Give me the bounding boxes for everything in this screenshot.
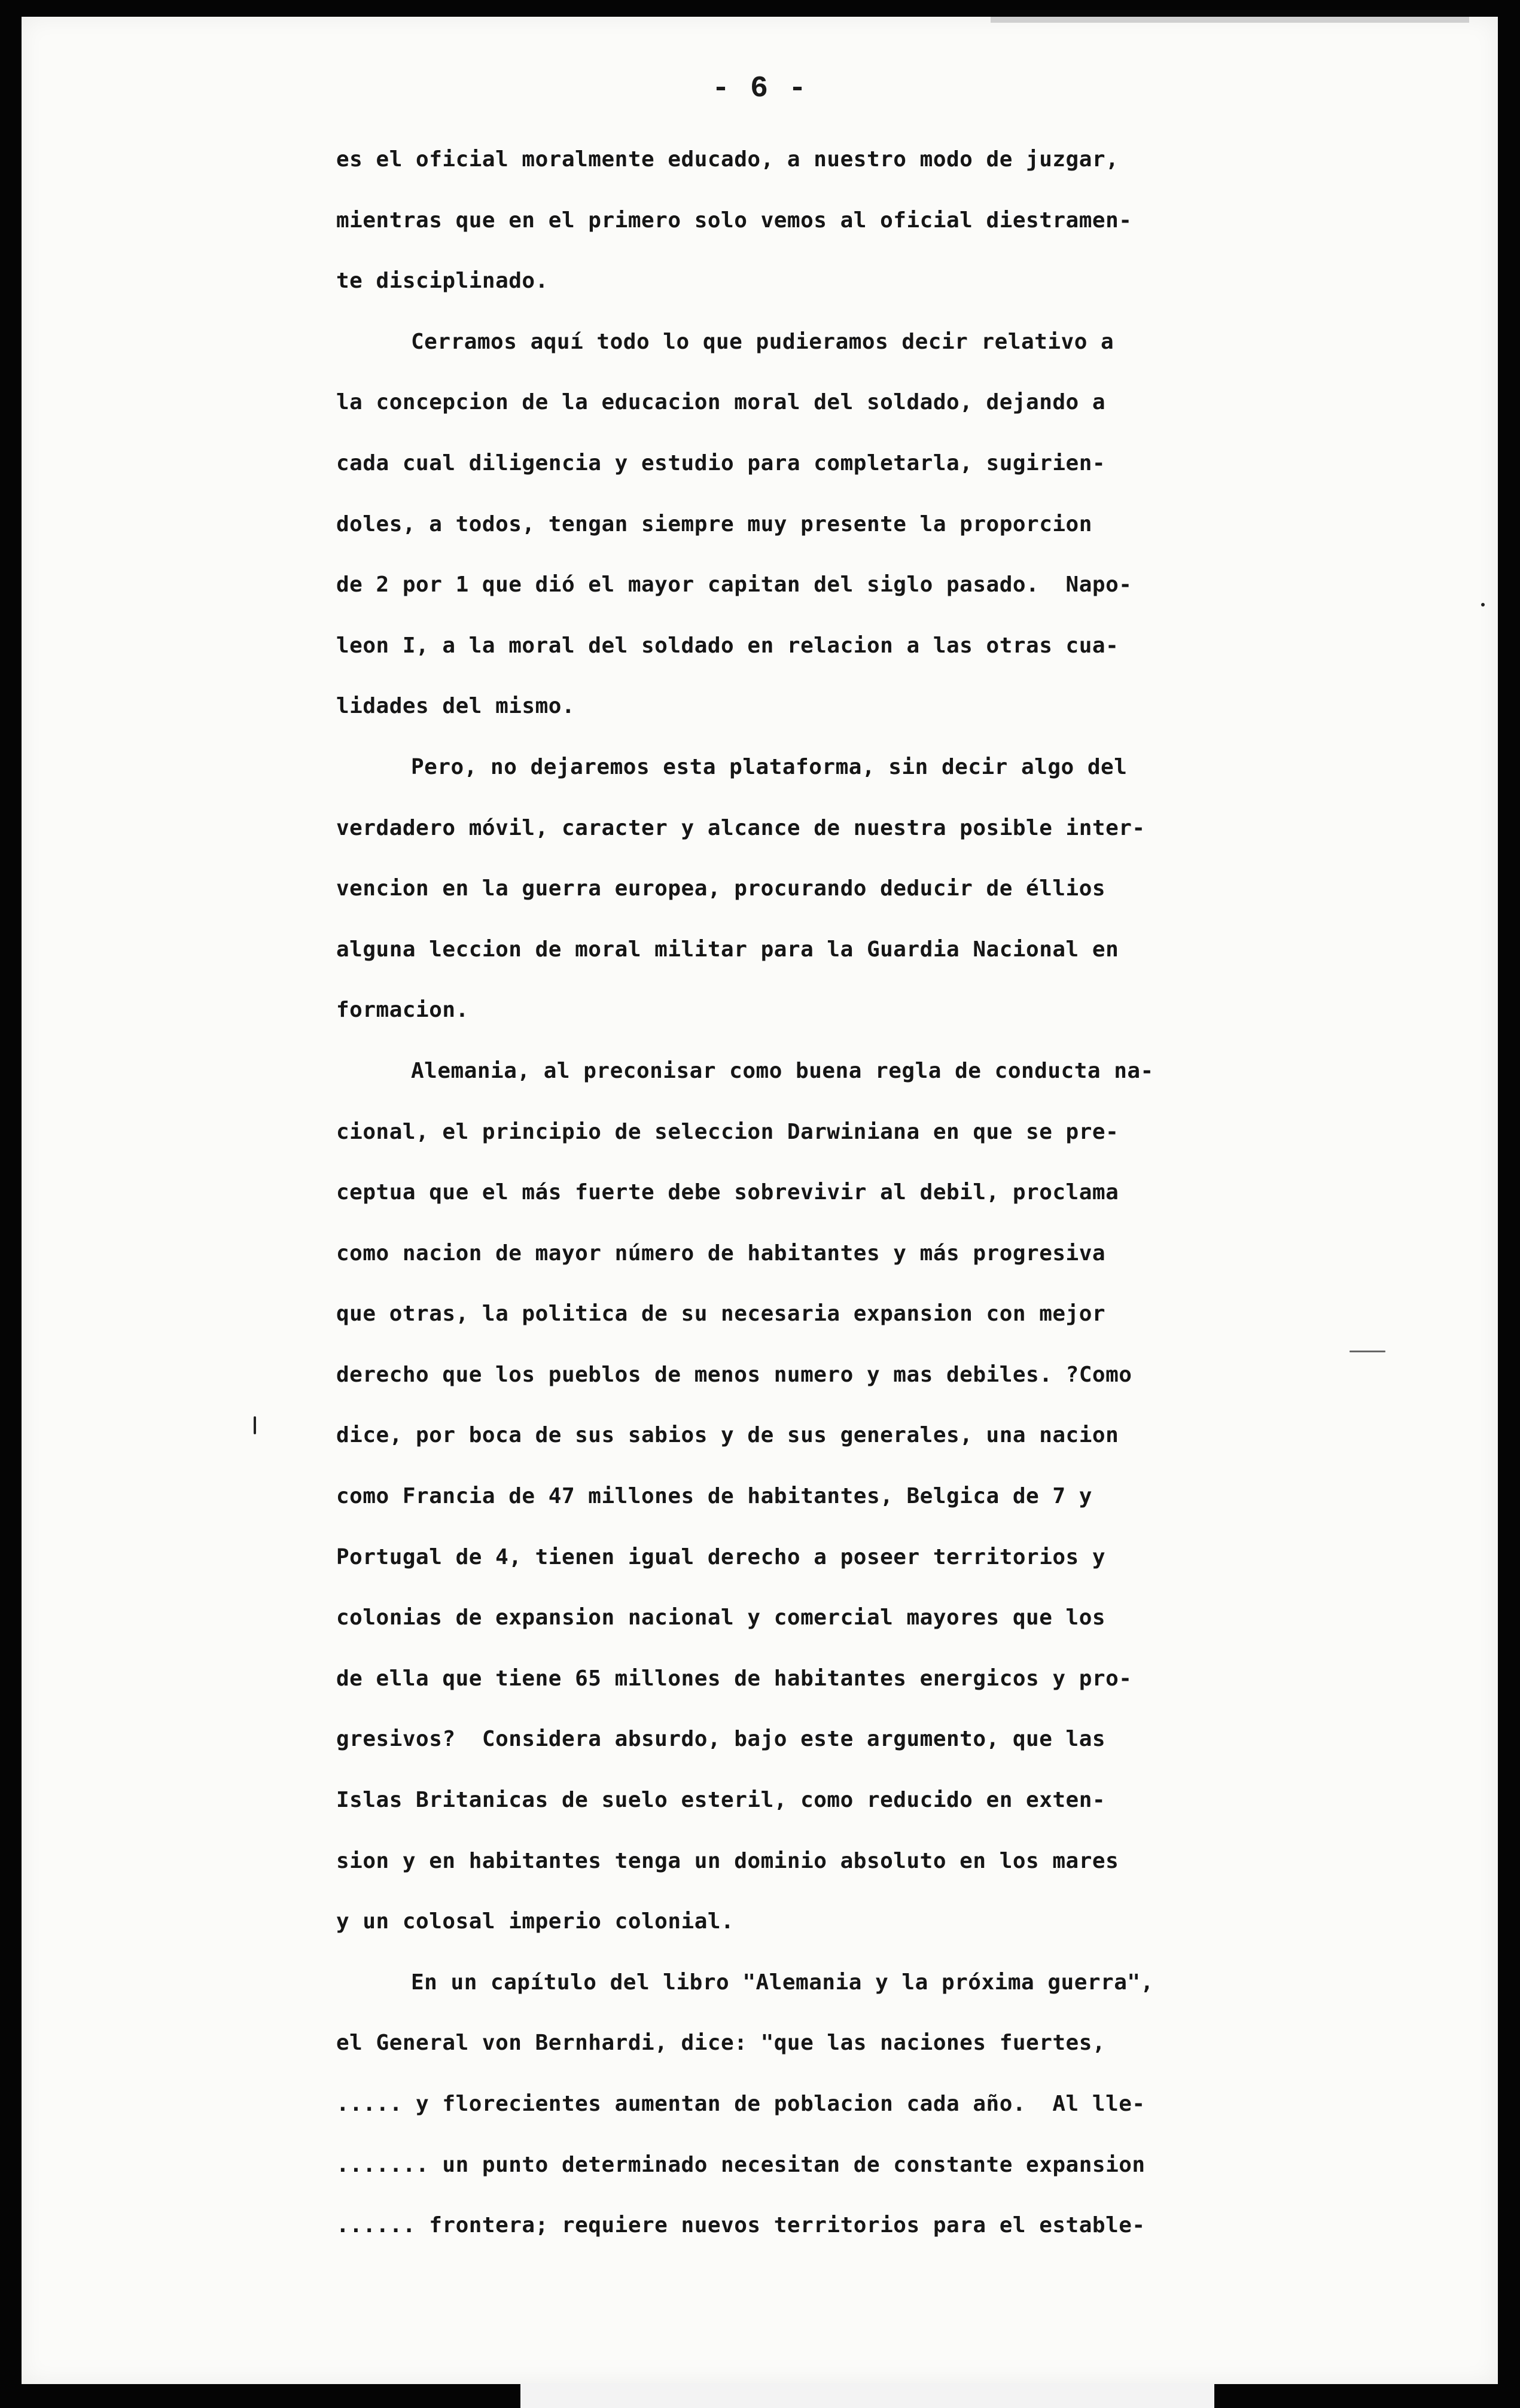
document-page [22,17,1498,2384]
text-line: de ella que tiene 65 millones de habitantes energicos y pro- [336,1666,1132,1691]
text-line: Portugal de 4, tienen igual derecho a poseer territorios y [336,1544,1106,1569]
text-line: verdadero móvil, caracter y alcance de nuestra posible inter- [336,815,1146,840]
text-line: como nacion de mayor número de habitantes y más progresiva [336,1240,1106,1266]
text-line: ceptua que el más fuerte debe sobrevivir al debil, proclama [336,1180,1119,1205]
text-line: es el oficial moralmente educado, a nuestro modo de juzgar, [336,147,1119,172]
text-line: colonias de expansion nacional y comercial mayores que los [336,1605,1106,1630]
text-line: Cerramos aquí todo lo que pudieramos decir relativo a [411,329,1114,354]
text-line: Pero, no dejaremos esta plataforma, sin decir algo del [411,754,1128,779]
text-line: Alemania, al preconisar como buena regla de conducta na- [411,1058,1154,1083]
text-line: En un capítulo del libro "Alemania y la próxima guerra", [411,1970,1154,1995]
scan-speck [991,17,1469,23]
text-line: te disciplinado. [336,269,549,294]
text-line: que otras, la politica de su necesaria expansion con mejor [336,1301,1106,1327]
page-number: - 6 - [711,72,808,106]
scan-speck [1350,1351,1385,1352]
text-line: el General von Bernhardi, dice: "que las naciones fuertes, [336,2031,1106,2056]
text-line: de 2 por 1 que dió el mayor capitan del siglo pasado. Napo- [336,572,1132,598]
text-line: formacion. [336,998,469,1023]
text-line: doles, a todos, tengan siempre muy presente la proporcion [336,511,1092,537]
text-line: gresivos? Considera absurdo, bajo este argumento, que las [336,1727,1106,1752]
text-line: leon I, a la moral del soldado en relacion a las otras cua- [336,633,1119,658]
text-line: cional, el principio de seleccion Darwiniana en que se pre- [336,1119,1119,1144]
text-line: vencion en la guerra europea, procurando deducir de éllios [336,876,1106,901]
text-line: ....... un punto determinado necesitan de constante expansion [336,2152,1146,2177]
scan-speck [254,1416,256,1434]
text-line: dice, por boca de sus sabios y de sus generales, una nacion [336,1423,1119,1448]
text-line: lidades del mismo. [336,694,575,719]
text-line: ...... frontera; requiere nuevos territorios para el estable- [336,2213,1146,2238]
text-line: la concepcion de la educacion moral del soldado, dejando a [336,390,1106,415]
text-line: cada cual diligencia y estudio para completarla, sugirien- [336,450,1106,475]
text-line: Islas Britanicas de suelo esteril, como reducido en exten- [336,1788,1106,1813]
scan-tab [520,2383,1214,2408]
text-line: sion y en habitantes tenga un dominio absoluto en los mares [336,1848,1119,1873]
text-line: y un colosal imperio colonial. [336,1909,735,1934]
text-line: alguna leccion de moral militar para la Guardia Nacional en [336,937,1119,962]
text-line: derecho que los pueblos de menos numero y mas debiles. ?Como [336,1362,1132,1387]
body-text [336,129,1305,2256]
text-line: como Francia de 47 millones de habitantes, Belgica de 7 y [336,1484,1092,1509]
text-line: ..... y florecientes aumentan de poblacion cada año. Al lle- [336,2092,1146,2116]
scan-speck [1481,603,1485,606]
text-line: mientras que en el primero solo vemos al oficial diestramen- [336,208,1132,233]
